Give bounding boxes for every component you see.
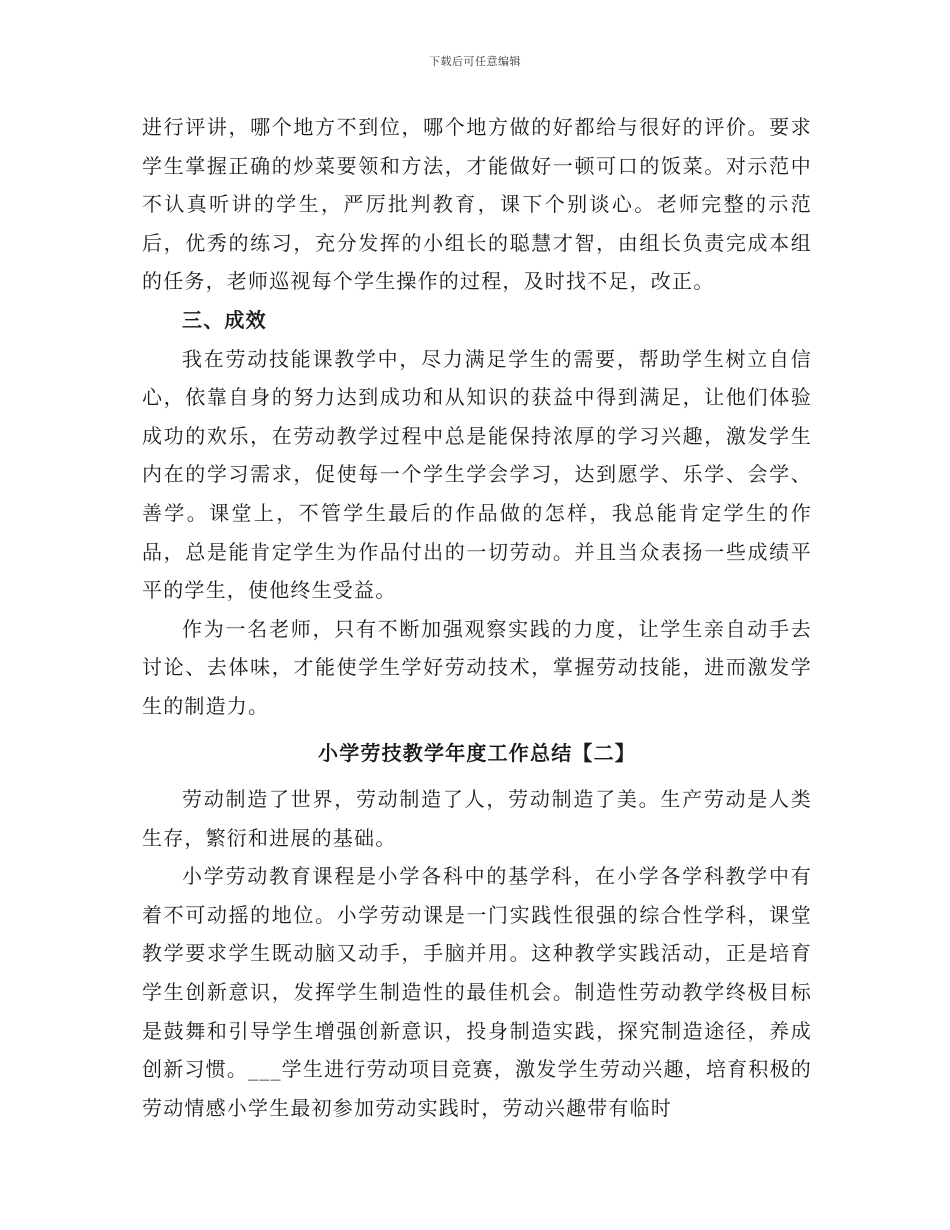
- paragraph-results: 我在劳动技能课教学中，尽力满足学生的需要，帮助学生树立自信心，依靠自身的努力达到成功和从知识的获益中得到满足，让他们体验成功的欢乐，在劳动教学过程中总是能保持浓厚的学习兴趣，激发学生内在的学习需求，促使每一个学生学会学习，达到愿学、乐学、会学、善学。课堂上，不管学生最后的作品做的怎样，我总能肯定学生的作品，总是能肯定学生为作品付出的一切劳动。并且当众表扬一些成绩平平的学生，使他终生受益。: [142, 346, 812, 603]
- document-title-part-two: 小学劳技教学年度工作总结【二】: [318, 740, 636, 765]
- paragraph-course: 小学劳动教育课程是小学各科中的基学科，在小学各学科教学中有着不可动摇的地位。小学劳动课是一门实践性很强的综合性学科，课堂教学要求学生既动脑又动手，手脑并用。这种教学实践活动，正是培育学生创新意识，发挥学生制造性的最佳机会。制造性劳动教学终极目标是鼓舞和引导学生增强创新意识，投身制造实践，探究制造途径，养成创新习惯。___学生进行劳动项目竞赛，激发学生劳动兴趣，培育积极的劳动情感小学生最初参加劳动实践时，劳动兴趣带有临时: [142, 864, 812, 1120]
- section-heading-results: 三、成效: [182, 307, 267, 332]
- paragraph-labor: 劳动制造了世界，劳动制造了人，劳动制造了美。生产劳动是人类生存，繁衍和进展的基础。: [142, 787, 812, 850]
- paragraph-continuation: 进行评讲，哪个地方不到位，哪个地方做的好都给与很好的评价。要求学生掌握正确的炒菜要领和方法，才能做好一顿可口的饭菜。对示范中不认真听讲的学生，严厉批判教育，课下个别谈心。老师完整的示范后，优秀的练习，充分发挥的小组长的聪慧才智，由组长负责完成本组的任务，老师巡视每个学生操作的过程，及时找不足，改正。: [142, 115, 812, 294]
- page-header-note: 下载后可任意编辑: [429, 55, 521, 68]
- paragraph-teacher: 作为一名老师，只有不断加强观察实践的力度，让学生亲自动手去讨论、去体味，才能使学生学好劳动技术，掌握劳动技能，进而激发学生的制造力。: [142, 616, 812, 718]
- document-body: [142, 108, 812, 1127]
